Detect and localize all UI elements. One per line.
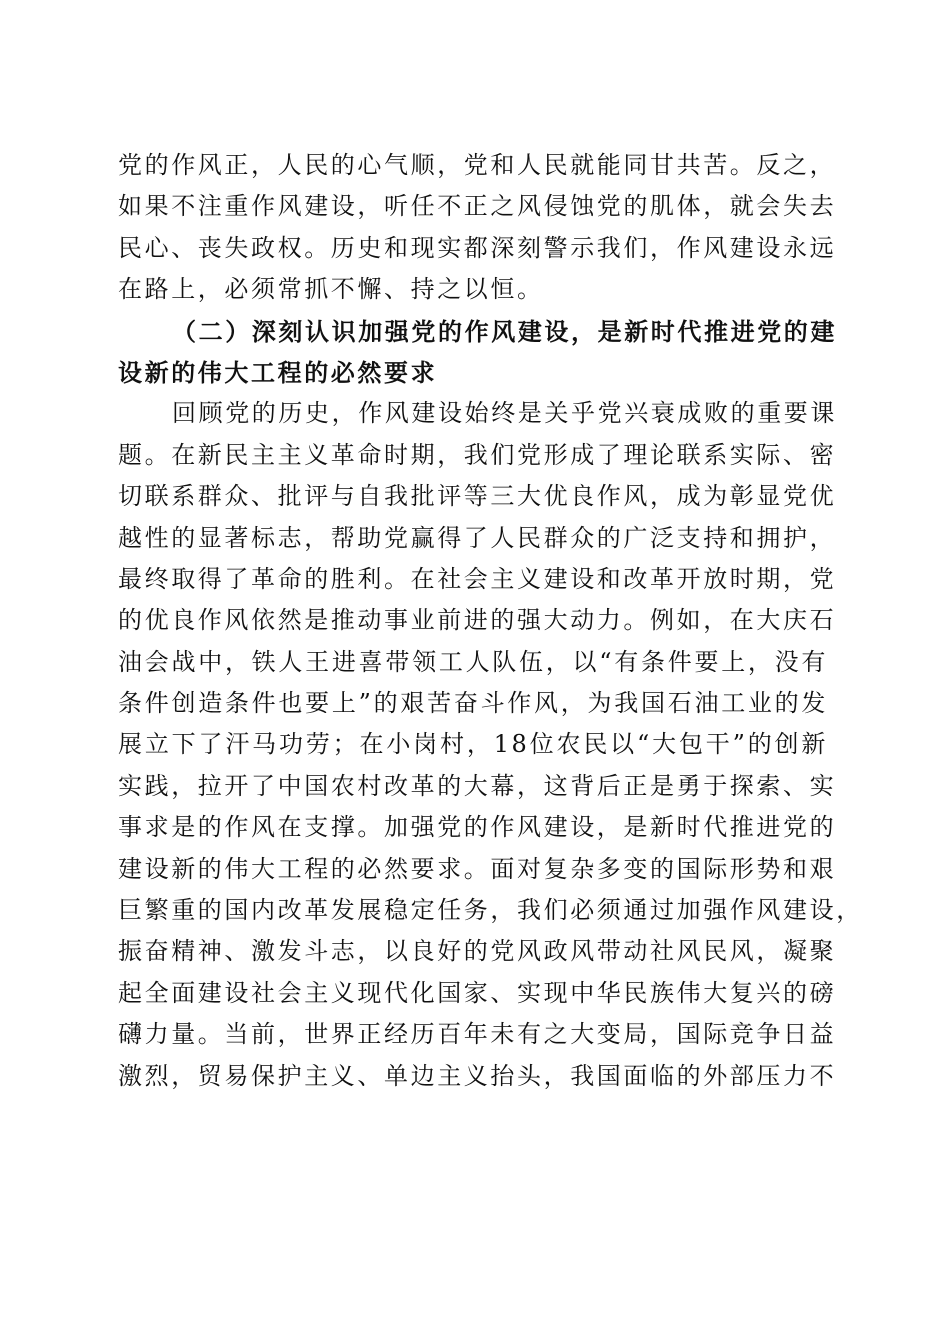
text-line: 礴力量。当前，世界正经历百年未有之大变局，国际竞争日益 — [118, 1020, 837, 1049]
text-line: 民心、丧失政权。历史和现实都深刻警示我们，作风建设永远 — [118, 233, 837, 262]
text-line: 如果不注重作风建设，听任不正之风侵蚀党的肌体，就会失去 — [118, 192, 837, 221]
text-line: 越性的显著标志，帮助党赢得了人民群众的广泛支持和拥护， — [118, 523, 837, 552]
text-line: 党的作风正，人民的心气顺，党和人民就能同甘共苦。反之， — [118, 151, 837, 179]
text-line: 回顾党的历史，作风建设始终是关乎党兴衰成败的重要课 — [172, 399, 837, 428]
text-line: 油会战中，铁人王进喜带领工人队伍，以“有条件要上，没有 — [118, 647, 828, 676]
text-line: 实践，拉开了中国农村改革的大幕，这背后正是勇于探索、实 — [118, 771, 837, 800]
heading-line: （二）深刻认识加强党的作风建设，是新时代推进党的建 — [172, 316, 837, 346]
text-line: 巨繁重的国内改革发展稳定任务，我们必须通过加强作风建设， — [118, 896, 863, 925]
text-line: 最终取得了革命的胜利。在社会主义建设和改革开放时期，党 — [118, 564, 837, 593]
text-line: 起全面建设社会主义现代化国家、实现中华民族伟大复兴的磅 — [118, 978, 837, 1007]
text-line: 展立下了汗马功劳；在小岗村，18位农民以“大包干”的创新 — [118, 730, 828, 759]
text-line: 在路上，必须常抓不懈、持之以恒。 — [118, 275, 544, 304]
paragraph-1 — [118, 145, 837, 311]
text-line: 事求是的作风在支撑。加强党的作风建设，是新时代推进党的 — [118, 813, 837, 842]
heading-line: 设新的伟大工程的必然要求 — [118, 357, 438, 387]
text-line: 激烈，贸易保护主义、单边主义抬头，我国面临的外部压力不 — [118, 1061, 837, 1090]
text-line: 切联系群众、批评与自我批评等三大优良作风，成为彰显党优 — [118, 482, 837, 511]
text-line: 振奋精神、激发斗志，以良好的党风政风带动社风民风，凝聚 — [118, 937, 837, 966]
text-line: 条件创造条件也要上”的艰苦奋斗作风，为我国石油工业的发 — [118, 689, 828, 718]
text-line: 题。在新民主主义革命时期，我们党形成了理论联系实际、密 — [118, 440, 837, 469]
section-heading — [118, 311, 837, 394]
document-body — [118, 145, 863, 1097]
text-line: 的优良作风依然是推动事业前进的强大动力。例如，在大庆石 — [118, 606, 837, 635]
text-line: 建设新的伟大工程的必然要求。面对复杂多变的国际形势和艰 — [118, 854, 837, 883]
paragraph-2 — [118, 393, 863, 1097]
